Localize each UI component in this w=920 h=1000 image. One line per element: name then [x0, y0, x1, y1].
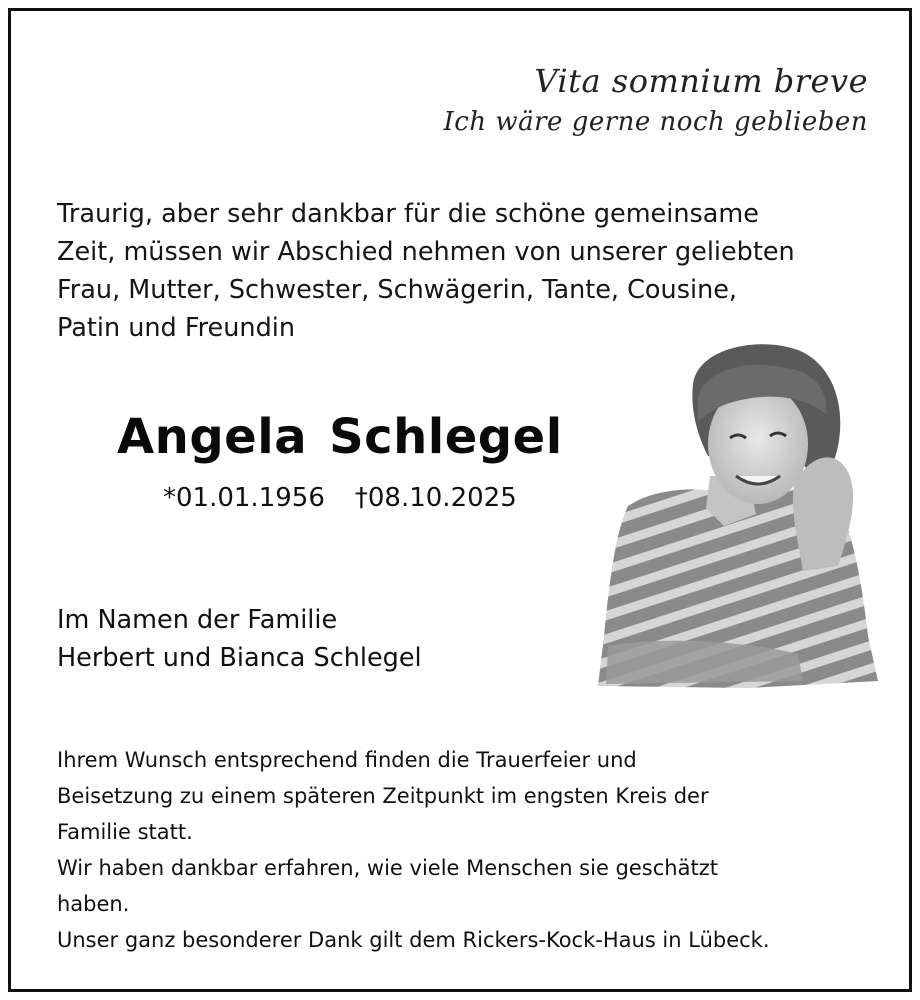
- motto-german: Ich wäre gerne noch geblieben: [443, 107, 868, 137]
- notice-line: Beisetzung zu einem späteren Zeitpunkt im engsten Kreis der: [57, 784, 709, 808]
- last-name: Schlegel: [329, 409, 563, 465]
- family-signature: [57, 601, 422, 677]
- notice-line: Wir haben dankbar erfahren, wie viele Menschen sie geschätzt: [57, 856, 718, 880]
- birth-date: *01.01.1956: [163, 483, 325, 513]
- intro-line: Frau, Mutter, Schwester, Schwägerin, Tante, Cousine,: [57, 275, 738, 305]
- notice-line: Ihrem Wunsch entsprechend finden die Trauerfeier und: [57, 748, 637, 772]
- funeral-notice: [57, 742, 877, 958]
- death-date: †08.10.2025: [354, 483, 517, 513]
- intro-line: Patin und Freundin: [57, 313, 296, 343]
- intro-line: Traurig, aber sehr dankbar für die schöne gemeinsame: [57, 199, 759, 229]
- notice-line: Unser ganz besonderer Dank gilt dem Rickers-Kock-Haus in Lübeck.: [57, 928, 770, 952]
- life-dates: [163, 483, 517, 513]
- family-line: Im Namen der Familie: [57, 605, 338, 635]
- first-name: Angela: [117, 409, 308, 465]
- family-line: Herbert und Bianca Schlegel: [57, 643, 422, 673]
- motto-latin: Vita somnium breve: [534, 62, 868, 100]
- deceased-name: [117, 409, 563, 465]
- intro-text: [57, 195, 887, 347]
- portrait-photo: [598, 336, 880, 692]
- intro-line: Zeit, müssen wir Abschied nehmen von unserer geliebten: [57, 237, 795, 267]
- notice-line: haben.: [57, 892, 130, 916]
- notice-line: Familie statt.: [57, 820, 193, 844]
